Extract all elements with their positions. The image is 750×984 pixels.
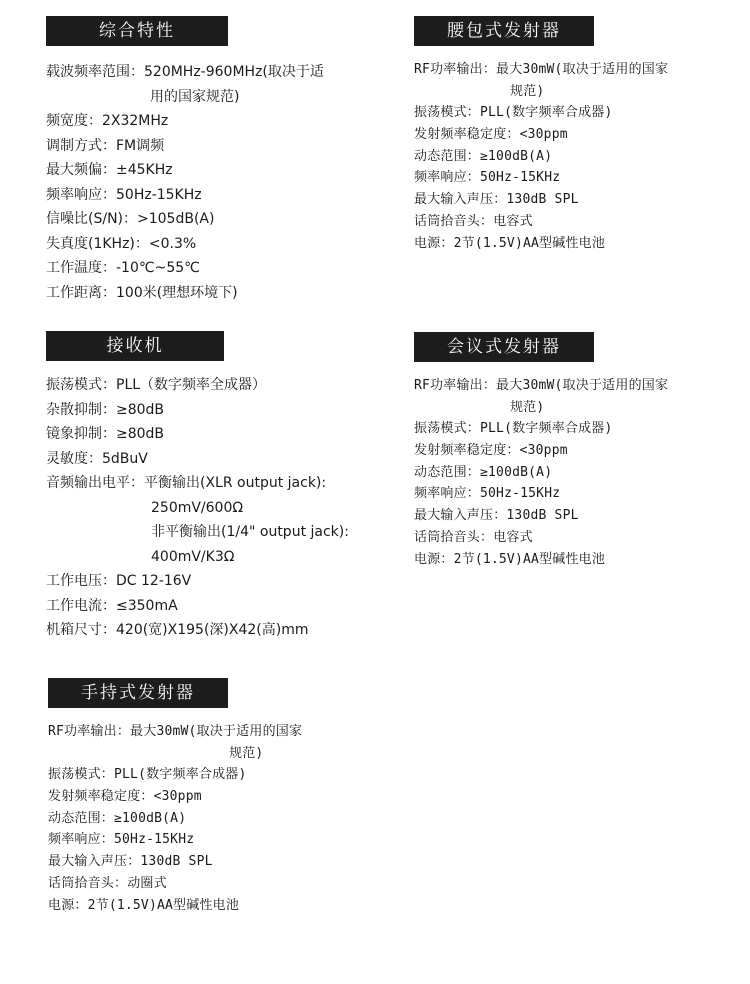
spec-line: 振荡模式：PLL（数字频率全成器） [46,377,267,393]
handheld-section [48,678,302,916]
receiver-spec-list [46,373,349,643]
spec-line: RF功率输出：最大30mW(取决于适用的国家 [414,62,669,77]
spec-line: 电源：2节(1.5V)AA型碱性电池 [48,897,240,913]
spec-line: 话筒拾音头：电容式 [414,213,533,229]
spec-line: 载波频率范围：520MHz-960MHz(取决于适 [46,64,324,80]
spec-line: 动态范围：≥100dB(A) [48,810,187,826]
spec-line: RF功率输出：最大30mW(取决于适用的国家 [414,378,669,393]
spec-line: 话筒拾音头：电容式 [414,529,533,545]
spec-line: 镜象抑制：≥80dB [46,426,165,442]
spec-line: 话筒拾音头：动圈式 [48,875,167,891]
spec-line: 工作电压：DC 12-16V [46,573,192,589]
spec-line: 频率响应：50Hz-15KHz [46,186,202,203]
spec-line: 振荡模式：PLL(数字频率合成器) [414,105,613,121]
spec-line-continued: 规范) [510,83,545,99]
spec-line: 振荡模式：PLL(数字频率合成器) [414,421,613,437]
general-spec-list [46,60,324,305]
spec-line: 灵敏度：5dBuV [46,450,148,467]
spec-line-continued: 用的国家规范) [150,88,240,105]
receiver-section [46,331,349,643]
spec-line: RF功率输出：最大30mW(取决于适用的国家 [48,724,303,739]
conference-title: 会议式发射器 [414,332,594,362]
spec-line: 失真度(1KHz)：<0.3% [46,235,197,252]
spec-line: 杂散抑制：≥80dB [46,401,165,418]
spec-line: 动态范围：≥100dB(A) [414,464,553,480]
handheld-title: 手持式发射器 [48,678,228,708]
spec-line: 频率响应：50Hz-15KHz [414,170,561,186]
spec-line-continued: 250mV/600Ω [151,499,244,516]
general-section [46,16,324,305]
bodypack-section [414,16,668,254]
spec-line: 动态范围：≥100dB(A) [414,148,553,164]
spec-line-continued: 规范) [510,399,545,415]
spec-line: 信噪比(S/N)：>105dB(A) [46,211,215,227]
conference-section [414,332,668,570]
conference-spec-list [414,375,668,570]
spec-line: 最大输入声压：130dB SPL [414,508,579,524]
spec-line: 最大频偏：±45KHz [46,162,173,178]
bodypack-title: 腰包式发射器 [414,16,594,46]
spec-line-continued: 非平衡输出(1/4" output jack): [151,524,349,540]
general-title: 综合特性 [46,16,228,46]
spec-line: 调制方式：FM调频 [46,137,165,154]
spec-line: 电源：2节(1.5V)AA型碱性电池 [414,235,606,251]
spec-line: 电源：2节(1.5V)AA型碱性电池 [414,551,606,567]
spec-line: 最大输入声压：130dB SPL [414,192,579,208]
spec-line: 频率响应：50Hz-15KHz [48,832,195,848]
bodypack-spec-list [414,59,668,254]
spec-line-continued: 400mV/K3Ω [151,548,235,565]
spec-line: 音频输出电平：平衡输出(XLR output jack): [46,475,327,491]
handheld-spec-list [48,721,302,916]
spec-line: 工作电流：≤350mA [46,597,178,614]
spec-line: 机箱尺寸：420(宽)X195(深)X42(高)mm [46,622,309,638]
spec-line: 工作温度：-10℃~55℃ [46,260,200,276]
spec-line: 最大输入声压：130dB SPL [48,854,213,870]
spec-line: 发射频率稳定度：<30ppm [414,127,568,143]
spec-line: 振荡模式：PLL(数字频率合成器) [48,767,247,783]
spec-line-continued: 规范) [229,745,264,761]
spec-line: 发射频率稳定度：<30ppm [414,443,568,459]
receiver-title: 接收机 [46,331,224,361]
spec-line: 频宽度：2X32MHz [46,113,169,129]
spec-line: 发射频率稳定度：<30ppm [48,789,202,805]
spec-line: 工作距离：100米(理想环境下) [46,284,238,301]
spec-line: 频率响应：50Hz-15KHz [414,486,561,502]
